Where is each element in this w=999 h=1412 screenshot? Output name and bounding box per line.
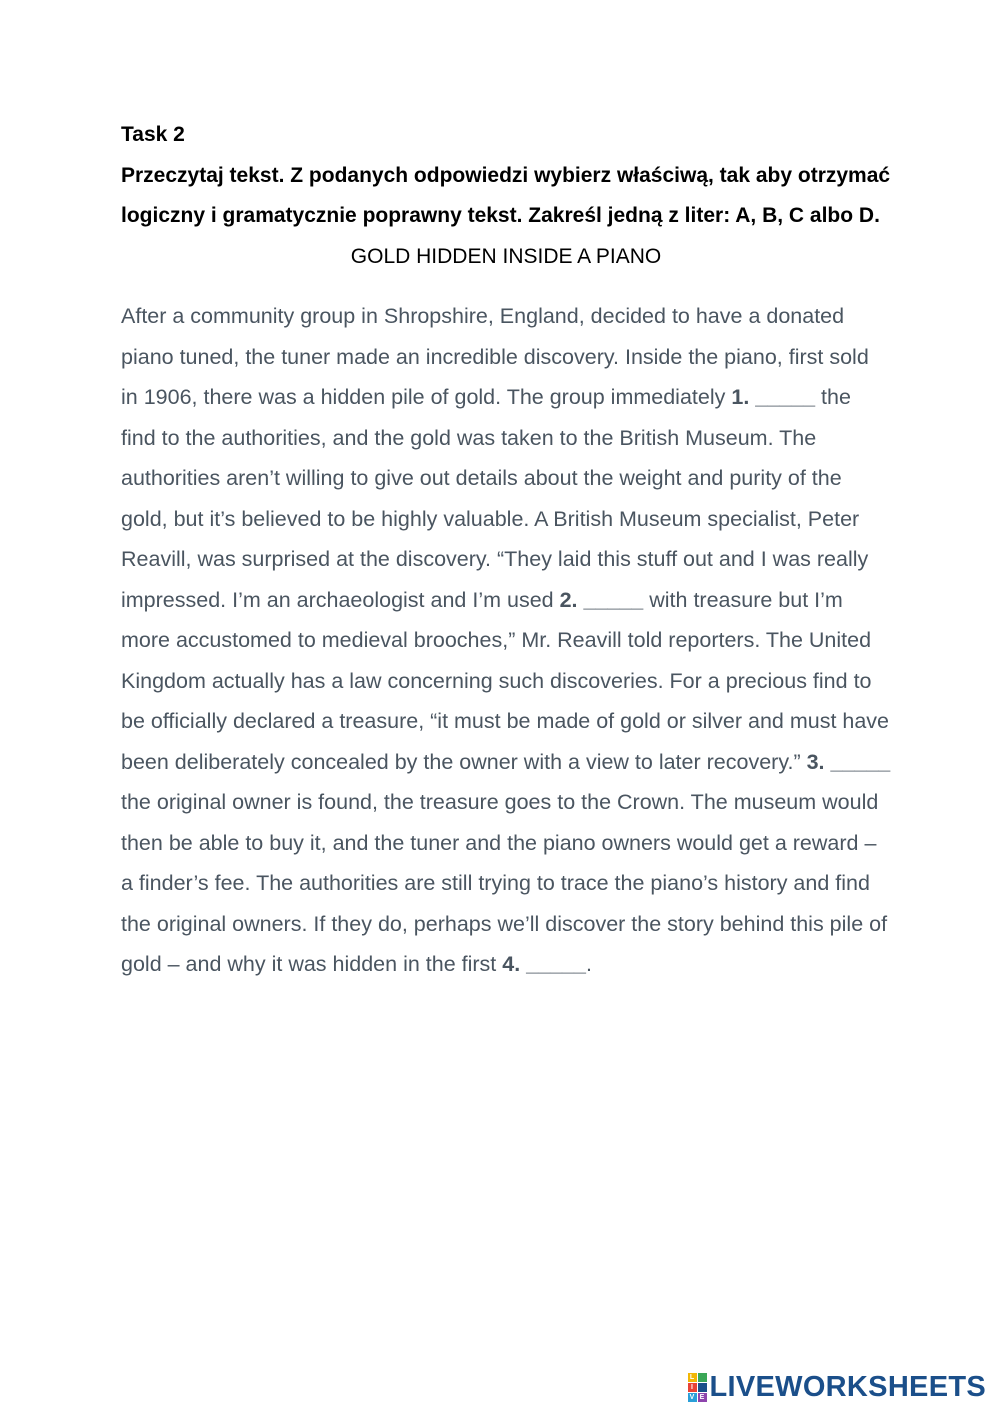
article-body <box>121 296 891 985</box>
worksheet-content <box>121 115 891 985</box>
liveworksheets-logo <box>688 1372 987 1402</box>
gap-4[interactable]: 4. _____ <box>502 952 586 976</box>
text-segment: the find to the authorities, and the gold was taken to the British Museum. The authorities aren’t willing to give out details about the weight and purity of the gold, but it’s believed to be highly valuable. A British Museum specialist, Peter Reavill, was surprised at the discovery. “They laid this stuff out and I was really impressed. I’m an archaeologist and I’m used <box>121 385 869 612</box>
logo-mark-icon: L I V E <box>688 1373 707 1402</box>
text-segment: with treasure but I’m more accustomed to medieval brooches,” Mr. Reavill told reporters. The United Kingdom actually has a law concerning such discoveries. For a precious find to be officially declared a treasure, “it must be made of gold or silver and must have been deliberately concealed by the owner with a view to later recovery.” <box>121 587 890 774</box>
task-label: Task 2 <box>121 123 185 146</box>
gap-2[interactable]: 2. _____ <box>559 587 644 612</box>
gap-3[interactable]: 3. _____ <box>806 749 891 774</box>
text-segment: the original owner is found, the treasure goes to the Crown. The museum would then be able to buy it, and the tuner and the piano owners would get a reward – a finder’s fee. The authorities are still trying to trace the piano’s history and find the original owners. If they do, perhaps we’ll discover the story behind this pile of gold – and why it was hidden in the first <box>121 790 888 976</box>
logo-text: LIVEWORKSHEETS <box>709 1370 986 1403</box>
gap-1[interactable]: 1. _____ <box>731 385 816 409</box>
task-instructions: Przeczytaj tekst. Z podanych odpowiedzi wybierz właściwą, tak aby otrzymać logiczny i gramatycznie poprawny tekst. Zakreśl jedną z liter: A, B, C albo D. <box>121 163 891 227</box>
text-segment: . <box>585 952 592 976</box>
article-title: GOLD HIDDEN INSIDE A PIANO <box>350 244 662 268</box>
text-segment: After a community group in Shropshire, England, decided to have a donated piano tuned, the tuner made an incredible discovery. Inside the piano, first sold in 1906, there was a hidden pile of gold. The group immediately <box>121 304 869 409</box>
